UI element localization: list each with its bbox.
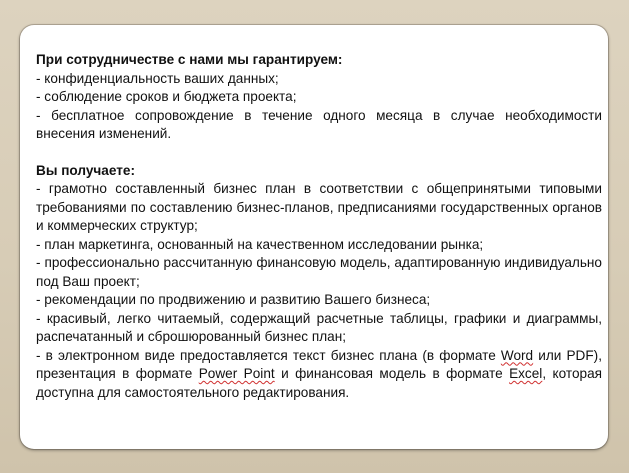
electronic-text-part3: и финансовая модель в формате [274,366,510,381]
guarantee-item-deadlines: - соблюдение сроков и бюджета проекта; [36,89,297,104]
guarantee-item-support: - бесплатное сопровождение в течение одного месяца в случае необходимости внесения изменений. [36,107,602,141]
excel-term: Excel [509,366,543,381]
section-gap [36,144,602,162]
powerpoint-term: Power Point [198,366,275,381]
guarantee-heading: При сотрудничестве с нами мы гарантируем: [36,52,343,67]
deliverable-item-marketing-plan: - план маркетинга, основанный на качественном исследовании рынка; [36,236,484,252]
slide-text-body [36,51,602,402]
electronic-text-part4: , которая доступна для самостоятельного редактирования. [36,366,602,400]
electronic-text-part1: - в электронном виде предоставляется текст бизнес плана (в формате [36,347,501,363]
deliverable-item-business-plan: - грамотно составленный бизнес план в соответствии с общепринятыми типовыми требованиями по составлению бизнес-планов, предписаниями государственных органов и коммерческих структур; [36,181,602,233]
slide-card [20,25,608,449]
deliverable-item-electronic [36,347,602,403]
electronic-text-part2: или PDF), презентация в формате [36,347,602,381]
deliverable-item-financial-model: - профессионально рассчитанную финансовую модель, адаптированную индивидуально под Ваш проект; [36,255,602,289]
deliverable-item-printed-plan: - красивый, легко читаемый, содержащий расчетные таблицы, графики и диаграммы, распечатанный и сброшюрованный бизнес план; [36,310,602,344]
deliverable-item-recommendations: - рекомендации по продвижению и развитию Вашего бизнеса; [36,292,431,307]
deliverables-heading: Вы получаете: [36,162,135,178]
guarantee-item-confidentiality: - конфиденциальность ваших данных; [36,70,279,86]
word-term: Word [500,347,534,363]
